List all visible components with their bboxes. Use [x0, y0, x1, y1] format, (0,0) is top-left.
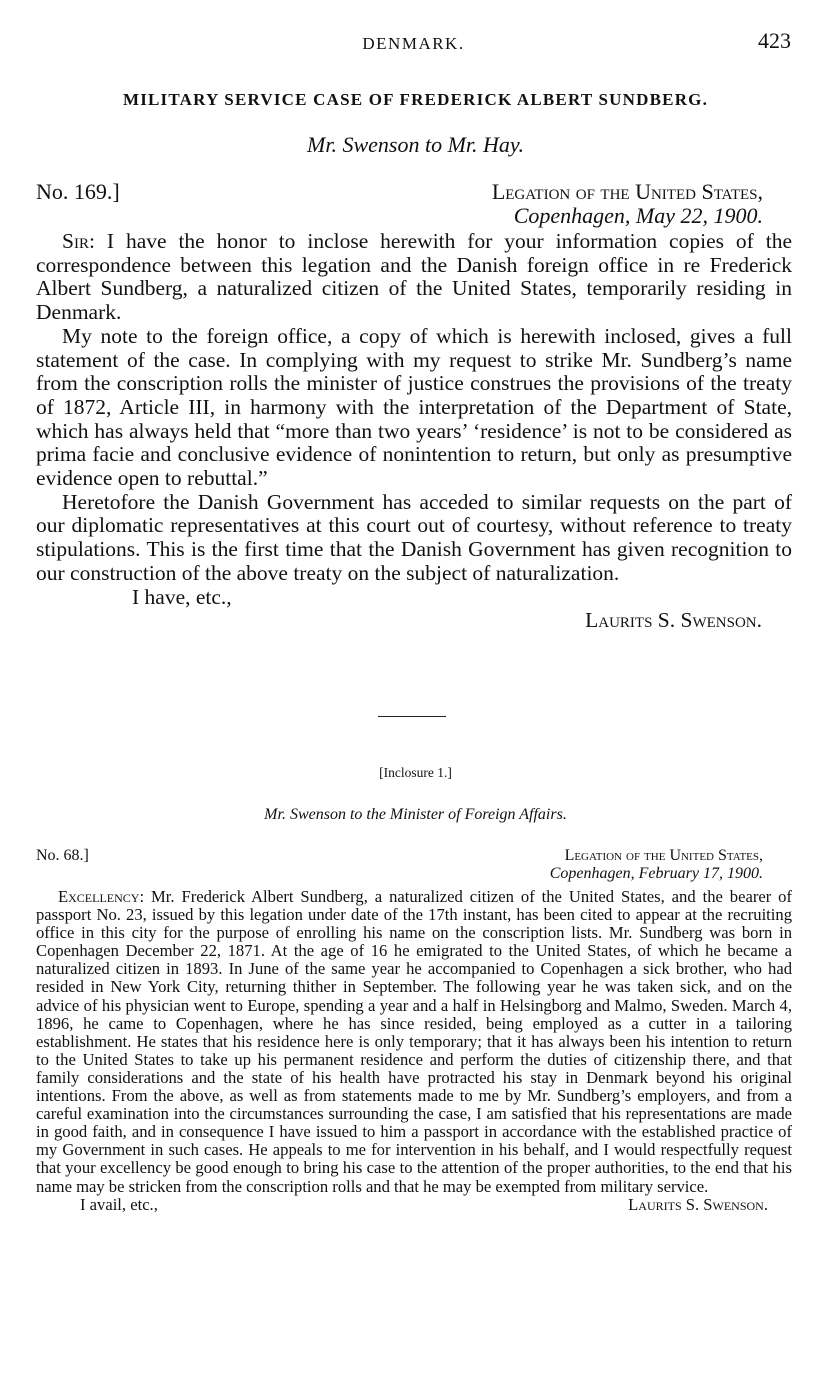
- inclosure-salutation: Excellency:: [58, 887, 145, 906]
- inclosure-closing-line: [36, 1196, 792, 1216]
- article-title: MILITARY SERVICE CASE OF FREDERICK ALBERT SUNDBERG.: [122, 90, 709, 109]
- letter1-legation: Legation of the United States,: [491, 179, 763, 204]
- letter1-place-date: Copenhagen, May 22, 1900.: [513, 203, 763, 228]
- inclosure-number: No. 68.]: [36, 847, 89, 864]
- running-title: DENMARK.: [362, 34, 465, 53]
- inclosure-label: [Inclosure 1.]: [379, 765, 452, 780]
- letter1-closing: I have, etc.,: [132, 584, 232, 609]
- letter1-body: [36, 230, 792, 633]
- inclosure-paragraph-text: Mr. Frederick Albert Sundberg, a naturalized citizen of the United States, and the bearer of passport No. 23, issued by this legation under date of the 17th instant, has been cited to appear at the recruiting office in this city for the purpose of enrolling his name on the conscription lists. Mr. Sundberg was born in Copenhagen December 22, 1871. At the age of 16 he emigrated to the United States, of which he became a naturalized citizen in 1893. In June of the same year he accompanied to Copenhagen a sick brother, who had resided in New York City, returning thither in September. The following year he was taken sick, and on the advice of his physician went to Europe, spending a year and a half in Helsingborg and Malmo, Sweden. March 4, 1896, he came to Copenhagen, where he has since resided, being employed as a cutter in a tailoring establishment. He states that his residence here is only temporary; that it has always been his intention to return to the United States to take up his permanent residence and perform the duties of citizenship there, and that family considerations and the state of his health have protracted his stay in Denmark beyond his original intentions. From the above, as well as from statements made to me by Mr. Sundberg’s employers, and from a careful examination into the circumstances surrounding the case, I am satisfied that his representations are made in good faith, and in consequence I have issued to him a passport in accordance with the established practice of my Government in such cases. He appeals to me for intervention in his behalf, and I would respectfully request that your excellency be good enough to bring his case to the attention of the proper authorities, to the end that his name may be stricken from the conscription rolls and that he may be exempted from military service.: [36, 887, 792, 1196]
- letter1-paragraph: Heretofore the Danish Government has acceded to similar requests on the part of our diplomatic representatives at this court out of courtesy, without reference to treaty stipulations. This is the first time that the Danish Government has given recognition to our construction of the above treaty on the subject of naturalization.: [36, 489, 792, 585]
- letter1-salutation: Sir:: [62, 229, 95, 253]
- inclosure-legation: Legation of the United States,: [564, 847, 763, 864]
- letter1-byline: Mr. Swenson to Mr. Hay.: [307, 132, 524, 157]
- inclosure-closing: I avail, etc.,: [80, 1194, 158, 1214]
- inclosure-body: [36, 888, 792, 1216]
- letter1-paragraph: [36, 230, 792, 325]
- inclosure-place-date: Copenhagen, February 17, 1900.: [549, 865, 763, 882]
- section-divider: [378, 716, 446, 717]
- letter1-paragraph: My note to the foreign office, a copy of which is herewith inclosed, gives a full statement of the case. In complying with my request to strike Mr. Sundberg’s name from the conscription rolls the minister of justice construes the provisions of the treaty of 1872, Article III, in harmony with the interpretation of the Department of State, which has always held that “more than two years’ ‘residence’ is not to be considered as prima facie and conclusive evidence of nonintention to return, but only as presumptive evidence open to rebuttal.”: [36, 323, 792, 491]
- running-head: [36, 28, 791, 58]
- inclosure-paragraph: [36, 888, 792, 1196]
- letter1-number: No. 169.]: [36, 179, 120, 204]
- inclosure-signature: Laurits S. Swenson.: [628, 1194, 768, 1214]
- inclosure-byline: Mr. Swenson to the Minister of Foreign Affairs.: [264, 806, 567, 823]
- letter1-signature: Laurits S. Swenson.: [585, 608, 762, 633]
- letter1-paragraph-text: I have the honor to inclose herewith for your information copies of the correspondence between this legation and the Danish foreign office in re Frederick Albert Sundberg, a naturalized citizen of the United States, temporarily residing in Denmark.: [36, 229, 792, 325]
- page-number: 423: [758, 28, 791, 53]
